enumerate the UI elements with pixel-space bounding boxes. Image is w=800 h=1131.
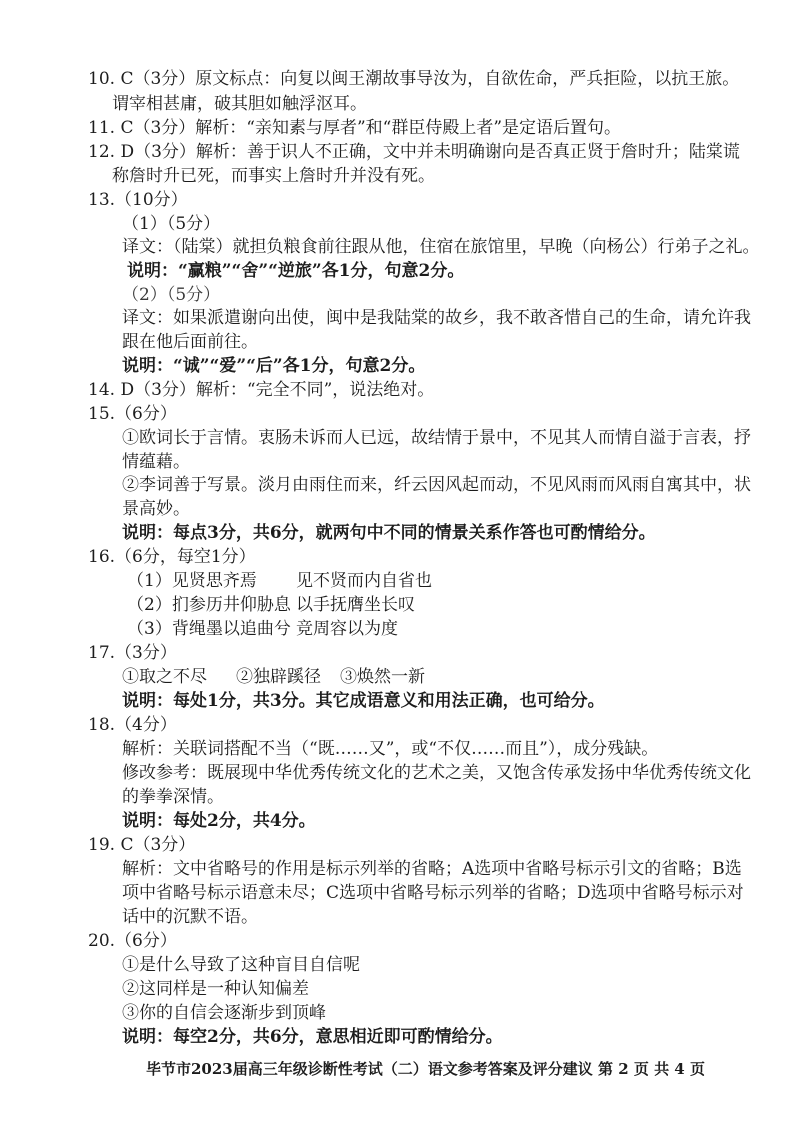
question-13-part-1: （1）（5分） xyxy=(122,214,221,234)
question-17-answer-2: ②独辟蹊径 xyxy=(236,667,321,687)
question-14-line: 14. D（3分）解析：“完全不同”，说法绝对。 xyxy=(88,380,435,400)
question-16-blank-2b: 以手抚膺坐长叹 xyxy=(296,595,415,615)
question-10-line-1: 10. C（3分）原文标点：向复以闽王潮故事导汝为，自欲佐命，严兵拒险，以抗王旅。 xyxy=(88,69,740,89)
question-16-blank-1b: 见不贤而内自省也 xyxy=(296,571,432,591)
question-19-analysis-line-3: 话中的沉默不语。 xyxy=(122,907,258,927)
question-13-part-1-translation: 译文：（陆棠）就担负粮食前往跟从他，住宿在旅馆里，早晚（向杨公）行弟子之礼。 xyxy=(122,237,760,257)
question-13-part-2-note: 说明：“诚”“爱”“后”各1分，句意2分。 xyxy=(122,356,426,376)
page-footer: 毕节市2023届高三年级诊断性考试（二）语文参考答案及评分建议 第 2 页 共 4 页 xyxy=(146,1060,705,1078)
question-20-heading: 20.（6分） xyxy=(88,931,177,951)
question-19-analysis-line-2: 项中省略号标示语意未尽；C选项中省略号标示列举的省略；D选项中省略号标示对 xyxy=(122,883,744,903)
question-20-answer-1: ①是什么导致了这种盲目自信呢 xyxy=(122,955,360,975)
question-15-point-1-line-1: ①欧词长于言情。衷肠未诉而人已远，故结情于景中，不见其人而情自溢于言表，抒 xyxy=(122,428,751,448)
question-16-heading: 16.（6分，每空1分） xyxy=(88,547,256,567)
question-11-line: 11. C（3分）解析：“亲知素与厚者”和“群臣侍殿上者”是定语后置句。 xyxy=(88,118,622,138)
question-15-note: 说明：每点3分，共6分，就两句中不同的情景关系作答也可酌情给分。 xyxy=(122,523,656,543)
question-13-part-2: （2）（5分） xyxy=(122,285,221,305)
question-18-note: 说明：每处2分，共4分。 xyxy=(122,811,316,831)
question-15-heading: 15.（6分） xyxy=(88,404,177,424)
question-15-point-2-line-2: 景高妙。 xyxy=(122,499,190,519)
question-13-part-2-translation-1: 译文：如果派遣谢向出使，闽中是我陆棠的故乡，我不敢吝惜自己的生命，请允许我 xyxy=(122,308,751,328)
question-13-part-1-note: 说明：“赢粮”“舍”“逆旅”各1分，句意2分。 xyxy=(127,261,465,281)
question-15-point-2-line-1: ②李词善于写景。淡月由雨住而来，纤云因风起而动，不见风雨而风雨自寓其中，状 xyxy=(122,475,751,495)
question-18-heading: 18.（4分） xyxy=(88,715,177,735)
question-17-answer-3: ③焕然一新 xyxy=(340,667,425,687)
question-15-point-1-line-2: 情蕴藉。 xyxy=(122,452,190,472)
question-12-line-1: 12. D（3分）解析：善于识人不正确，文中并未明确谢向是否真正贤于詹时升；陆棠谎 xyxy=(88,142,740,162)
question-17-answer-1: ①取之不尽 xyxy=(122,667,207,687)
question-20-note: 说明：每空2分，共6分，意思相近即可酌情给分。 xyxy=(122,1027,503,1047)
question-18-revision-line-1: 修改参考：既展现中华优秀传统文化的艺术之美，又饱含传承发扬中华优秀传统文化 xyxy=(122,763,751,783)
question-17-heading: 17.（3分） xyxy=(88,643,177,663)
question-16-blank-3a: （3）背绳墨以追曲兮 xyxy=(127,619,291,639)
question-12-line-2: 称詹时升已死，而事实上詹时升并没有死。 xyxy=(112,166,435,186)
question-19-heading: 19. C（3分） xyxy=(88,835,196,855)
question-19-analysis-line-1: 解析：文中省略号的作用是标示列举的省略；A选项中省略号标示引文的省略；B选 xyxy=(122,859,742,879)
question-18-analysis: 解析：关联词搭配不当（“既……又”，或“不仅……而且”），成分残缺。 xyxy=(122,739,659,759)
question-13-heading: 13.（10分） xyxy=(88,190,188,210)
question-16-blank-2a: （2）扪参历井仰胁息 xyxy=(127,595,291,615)
question-18-revision-line-2: 的拳拳深情。 xyxy=(122,787,224,807)
question-13-part-2-translation-2: 跟在他后面前往。 xyxy=(122,332,258,352)
question-10-line-2: 谓宰相甚庸，破其胆如触浮沤耳。 xyxy=(112,94,367,114)
question-20-answer-2: ②这同样是一种认知偏差 xyxy=(122,979,309,999)
question-20-answer-3: ③你的自信会逐渐步到顶峰 xyxy=(122,1003,326,1023)
question-16-blank-3b: 竞周容以为度 xyxy=(296,619,398,639)
question-17-note: 说明：每处1分，共3分。其它成语意义和用法正确，也可给分。 xyxy=(122,691,605,711)
question-16-blank-1a: （1）见贤思齐焉 xyxy=(127,571,257,591)
